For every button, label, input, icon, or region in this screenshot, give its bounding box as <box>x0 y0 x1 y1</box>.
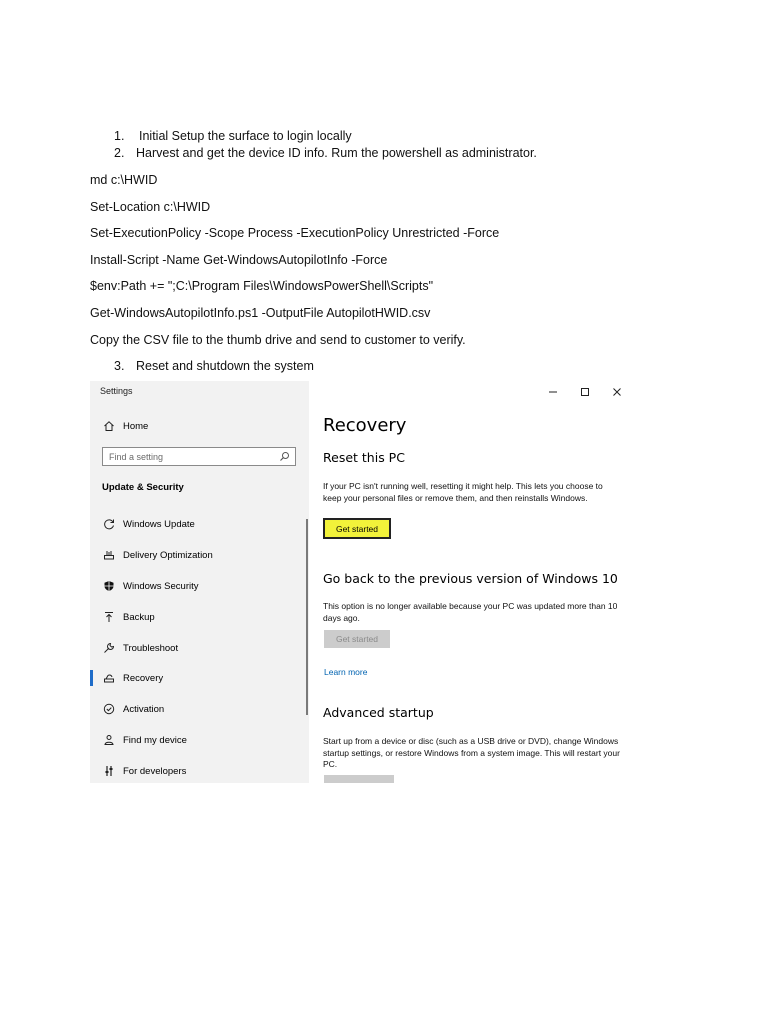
command-line: $env:Path += ";C:\Program Files\WindowsPowerShell\Scripts" <box>90 279 434 293</box>
command-line: md c:\HWID <box>90 173 158 187</box>
home-icon <box>102 419 116 433</box>
sidebar-item-troubleshoot[interactable] <box>102 640 178 656</box>
sidebar-item-delivery-optimization[interactable] <box>102 547 213 563</box>
search-input[interactable] <box>102 447 296 466</box>
command-line: Get-WindowsAutopilotInfo.ps1 -OutputFile AutopilotHWID.csv <box>90 306 431 320</box>
sidebar-item-windows-update[interactable] <box>102 516 195 532</box>
sidebar-item-label: Backup <box>123 611 155 623</box>
step-number: 2. <box>114 146 125 160</box>
active-indicator <box>90 670 93 686</box>
sidebar-scrollbar[interactable] <box>306 519 308 715</box>
home-label: Home <box>123 420 149 432</box>
command-line: Set-ExecutionPolicy -Scope Process -ExecutionPolicy Unrestricted -Force <box>90 226 500 240</box>
reset-heading: Reset this PC <box>323 450 405 465</box>
advanced-description: Start up from a device or disc (such as a USB drive or DVD), change Windows startup settings, or restore Windows from a system image. This will restart your PC. <box>323 736 620 769</box>
command-line: Set-Location c:\HWID <box>90 200 211 214</box>
step-3 <box>114 359 314 373</box>
reset-get-started-button[interactable]: Get started <box>323 518 391 539</box>
step-2 <box>114 146 537 160</box>
check-circle-icon <box>102 702 116 716</box>
step-text: Harvest and get the device ID info. Rum the powershell as administrator. <box>136 146 537 160</box>
close-icon[interactable] <box>610 385 624 399</box>
recovery-pane <box>309 381 636 783</box>
backup-arrow-icon <box>102 610 116 624</box>
app-title: Settings <box>100 386 133 396</box>
reset-description: If your PC isn't running well, resetting it might help. This lets you choose to keep your personal files or remove them, and then reinstalls Windows. <box>323 481 603 503</box>
sidebar-home[interactable] <box>102 419 148 433</box>
sidebar-item-backup[interactable] <box>102 609 155 625</box>
sidebar-item-activation[interactable] <box>102 701 164 717</box>
delivery-icon <box>102 548 116 562</box>
sidebar-item-find-my-device[interactable] <box>102 732 187 748</box>
step-number: 1. <box>114 129 125 143</box>
person-pin-icon <box>102 733 116 747</box>
sidebar-item-label: Windows Security <box>123 580 199 592</box>
search-icon[interactable] <box>279 451 290 464</box>
settings-window <box>90 381 636 783</box>
search-placeholder: Find a setting <box>109 451 164 462</box>
wrench-icon <box>102 641 116 655</box>
window-controls <box>546 385 624 399</box>
sidebar-item-label: Windows Update <box>123 518 195 530</box>
advanced-heading: Advanced startup <box>323 705 434 720</box>
sidebar-item-label: Activation <box>123 703 165 715</box>
minimize-icon[interactable] <box>546 385 560 399</box>
shield-icon <box>102 579 116 593</box>
section-title: Update & Security <box>102 482 184 493</box>
recovery-icon <box>102 671 116 685</box>
step-text: Initial Setup the surface to login locally <box>139 129 352 143</box>
maximize-icon[interactable] <box>578 385 592 399</box>
step-number: 3. <box>114 359 125 373</box>
copy-note: Copy the CSV file to the thumb drive and send to customer to verify. <box>90 333 466 347</box>
sidebar-item-label: Recovery <box>123 672 164 684</box>
page-title: Recovery <box>323 415 407 436</box>
sidebar-item-windows-security[interactable] <box>102 578 199 594</box>
learn-more-link[interactable]: Learn more <box>324 667 368 677</box>
refresh-icon <box>102 517 116 531</box>
sliders-icon <box>102 764 116 778</box>
step-1 <box>114 129 352 143</box>
sidebar-item-label: Find my device <box>123 734 187 746</box>
sidebar-item-label: Troubleshoot <box>123 642 179 654</box>
sidebar-item-for-developers[interactable] <box>102 763 186 779</box>
sidebar-item-recovery[interactable] <box>102 670 163 686</box>
goback-heading: Go back to the previous version of Windows 10 <box>323 571 618 586</box>
restart-now-button[interactable] <box>324 775 394 783</box>
goback-get-started-button[interactable]: Get started <box>324 630 390 648</box>
step-text: Reset and shutdown the system <box>136 359 314 373</box>
sidebar-item-label: For developers <box>123 765 187 777</box>
sidebar-item-label: Delivery Optimization <box>123 549 213 561</box>
goback-description: This option is no longer available because your PC was updated more than 10 days ago. <box>323 601 618 623</box>
command-line: Install-Script -Name Get-WindowsAutopilotInfo -Force <box>90 253 388 267</box>
settings-sidebar <box>90 381 309 783</box>
